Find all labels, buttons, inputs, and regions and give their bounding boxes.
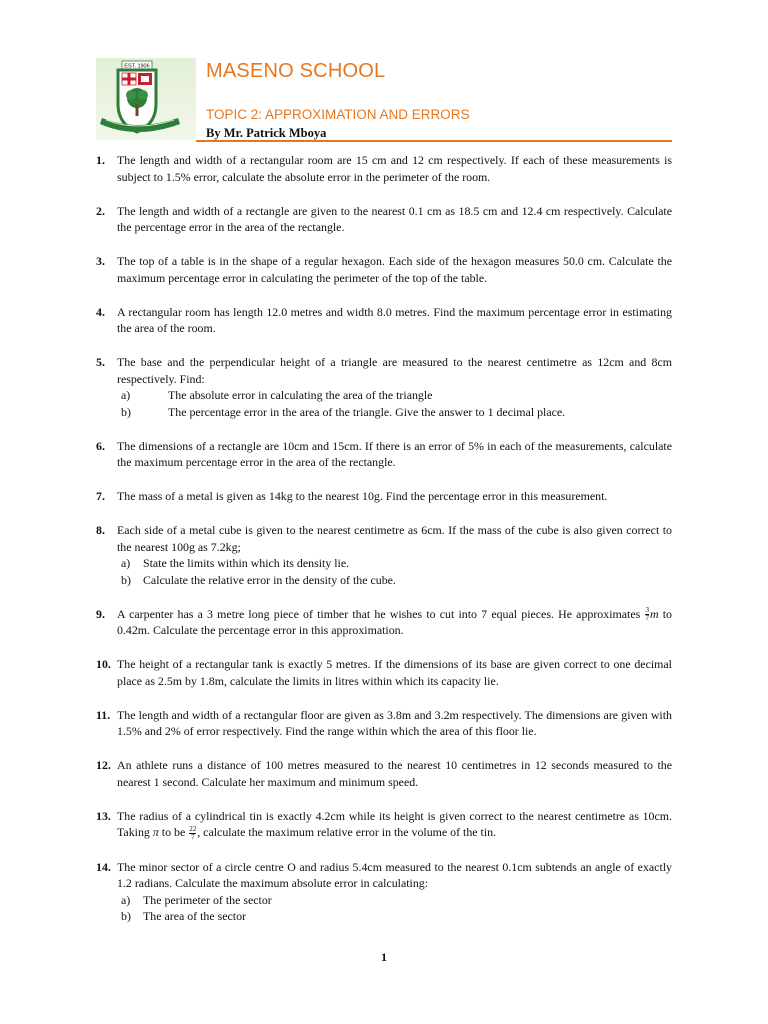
sub-question-label: a) (121, 388, 131, 402)
question-number: 12. (96, 758, 111, 773)
author-line: By Mr. Patrick Mboya (206, 126, 327, 140)
question-text: The mass of a metal is given as 14kg to the nearest 10g. Find the percentage error in this measurement. (117, 489, 608, 503)
sub-question-label: a) (121, 892, 131, 907)
question-text: The radius of a cylindrical tin is exactly 4.2cm while its height is given correct to the nearest centimetre as 10cm. Taking (117, 808, 672, 840)
question-item (96, 757, 672, 790)
fraction (645, 607, 649, 622)
header-divider (196, 140, 672, 142)
school-logo (96, 58, 196, 140)
question-text: Each side of a metal cube is given to the nearest centimetre as 6cm. If the mass of the cube is also given correct to the nearest 100g as 7.2kg; (117, 523, 672, 554)
question-item (96, 152, 672, 185)
question-text: The dimensions of a rectangle are 10cm and 15cm. If there is an error of 5% in each of the measurements, calculate the maximum percentage error in the area of the rectangle. (117, 438, 672, 469)
question-text: The length and width of a rectangular floor are given as 3.8m and 3.2m respectively. The dimensions are given with 1.5% and 2% of error respectively. Find the range within which the area of this floor lie. (117, 707, 672, 739)
question-text: The length and width of a rectangle are given to the nearest 0.1 cm as 18.5 cm and 12.4 cm respectively. Calculate the percentage error in the area of the rectangle. (117, 203, 672, 234)
question-text: The height of a rectangular tank is exactly 5 metres. If the dimensions of its base are given correct to one decimal place as 2.5m by 1.8m, calculate the limits in litres within which its capacity lie. (117, 657, 672, 688)
question-item (96, 707, 672, 740)
question-item (96, 522, 672, 588)
question-number: 14. (96, 859, 111, 874)
fraction-denominator: 7 (645, 614, 649, 623)
question-text: The length and width of a rectangular room are 15 cm and 12 cm respectively. If each of these measurements is subject to 1.5% error, calculate the absolute error in the perimeter of the room. (117, 153, 672, 184)
question-text: A rectangular room has length 12.0 metres and width 8.0 metres. Find the maximum percentage error in estimating the area of the room. (117, 304, 672, 335)
question-item (96, 859, 672, 925)
question-text-after: , calculate the maximum relative error in the volume of the tin. (197, 825, 497, 840)
sub-question-label: a) (121, 556, 131, 570)
sub-question (117, 908, 672, 925)
sub-question (117, 555, 672, 572)
sub-question (117, 404, 672, 421)
sub-question-label: b) (121, 404, 131, 419)
question-number: 9. (96, 606, 105, 621)
topic-title: TOPIC 2: APPROXIMATION AND ERRORS (206, 107, 470, 122)
question-text-mid: to be (161, 825, 186, 840)
sub-question-label: b) (121, 909, 131, 924)
sub-question-text: Calculate the relative error in the density of the cube. (143, 572, 396, 587)
page-number: 1 (381, 950, 387, 964)
sub-question-label: b) (121, 572, 131, 587)
sub-question-text: State the limits within which its density lie. (143, 556, 350, 570)
question-text: A carpenter has a 3 metre long piece of timber that he wishes to cut into 7 equal pieces. He approximates (117, 606, 641, 621)
question-number: 2. (96, 203, 105, 218)
sub-question (117, 572, 672, 589)
question-item (96, 203, 672, 236)
sub-question (117, 892, 672, 909)
fraction (189, 826, 196, 841)
question-number: 7. (96, 489, 105, 503)
question-text: The base and the perpendicular height of a triangle are measured to the nearest centimetre as 12cm and 8cm respectively. Find: (117, 355, 672, 386)
question-item (96, 606, 672, 639)
sub-question-text: The area of the sector (143, 909, 246, 924)
question-number: 5. (96, 355, 105, 369)
question-item (96, 354, 672, 420)
sub-question-text: The percentage error in the area of the triangle. Give the answer to 1 decimal place. (168, 404, 566, 419)
question-number: 11. (96, 707, 111, 722)
sub-question-text: The perimeter of the sector (143, 892, 272, 907)
sub-question (117, 387, 672, 404)
question-item (96, 438, 672, 471)
question-item (96, 253, 672, 286)
question-item (96, 808, 672, 841)
question-item (96, 656, 672, 689)
question-number: 4. (96, 304, 105, 319)
question-item (96, 304, 672, 337)
question-text-after: to 0.42m. Calculate the percentage error in this approximation. (117, 606, 672, 638)
question-number: 10. (96, 657, 111, 672)
question-number: 1. (96, 153, 105, 167)
fraction-numerator: 3 (645, 606, 649, 615)
question-number: 13. (96, 808, 111, 823)
question-number: 8. (96, 523, 105, 537)
question-text: The minor sector of a circle centre O and radius 5.4cm measured to the nearest 0.1cm subtends an angle of exactly 1.2 radians. Calculate the maximum absolute error in calculating: (117, 859, 672, 891)
unit-variable: m (649, 606, 659, 621)
question-list (96, 152, 672, 942)
pi-symbol: π (152, 825, 159, 840)
question-number: 6. (96, 438, 105, 453)
school-name: MASENO SCHOOL (206, 60, 386, 82)
question-number: 3. (96, 254, 105, 268)
fraction-denominator: 7 (190, 833, 195, 842)
question-text: An athlete runs a distance of 100 metres measured to the nearest 10 centimetres in 12 seconds measured to the nearest 1 second. Calculate her maximum and minimum speed. (117, 758, 672, 789)
fraction-numerator: 22 (189, 825, 197, 834)
logo-est-text: EST. 1906 (124, 63, 150, 70)
question-item (96, 488, 672, 505)
question-text: The top of a table is in the shape of a regular hexagon. Each side of the hexagon measures 50.0 cm. Calculate the maximum percentage error in calculating the perimeter of the top of the table. (117, 254, 672, 285)
sub-question-text: The absolute error in calculating the area of the triangle (168, 388, 433, 402)
